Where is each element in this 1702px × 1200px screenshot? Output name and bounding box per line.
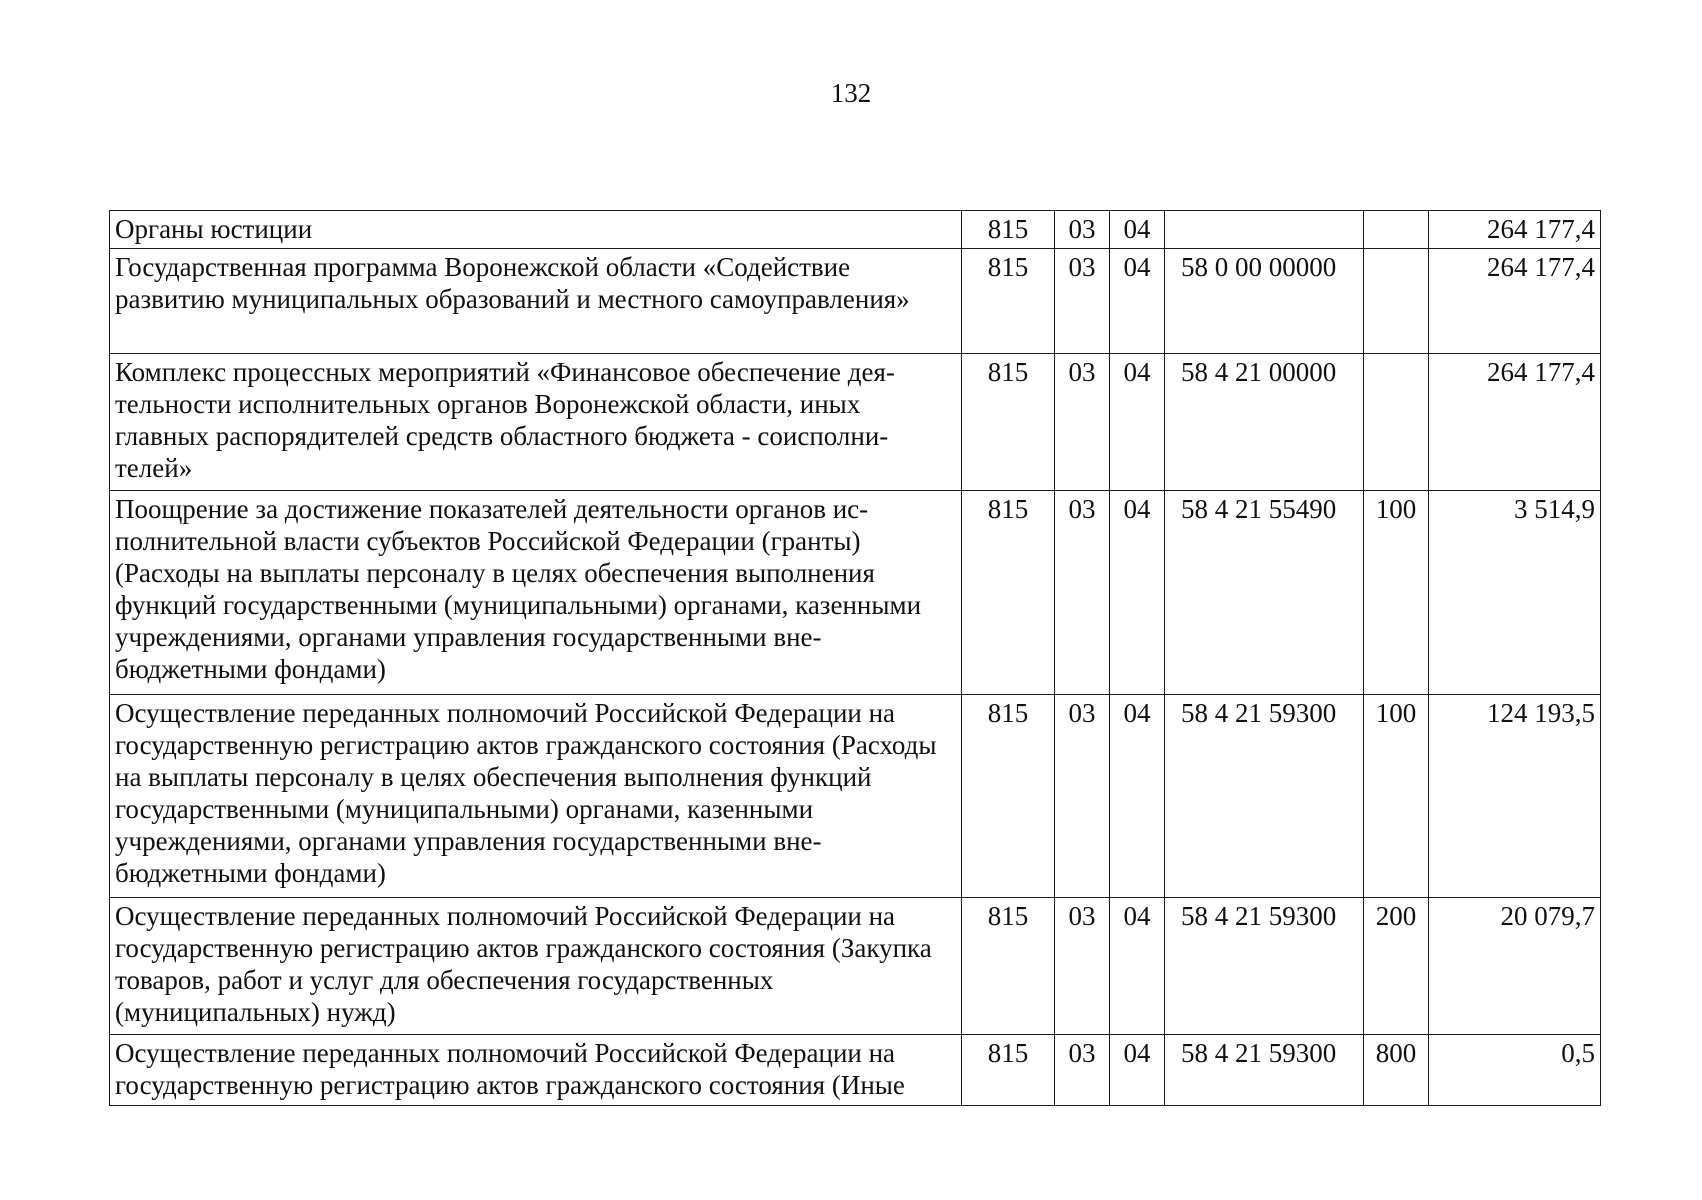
- subsection-code: 04: [1110, 249, 1165, 354]
- target-article-code: 58 0 00 00000: [1165, 249, 1364, 354]
- target-article-code: 58 4 21 59300: [1165, 695, 1364, 898]
- grbs-code: 815: [962, 211, 1055, 249]
- row-name: Осуществление переданных полномочий Российской Федерации на государственную регистрацию актов гражданского состояния (Иные: [110, 1035, 962, 1106]
- row-name: Комплекс процессных мероприятий «Финансовое обеспечение деятельности исполнительных органов Воронежской области, иных главных распорядителей средств областного бюджета - соисполнителей»: [110, 354, 962, 491]
- target-article-code: 58 4 21 55490: [1165, 491, 1364, 695]
- expense-type-code: [1364, 249, 1429, 354]
- amount: 264 177,4: [1429, 354, 1601, 491]
- table-row: [110, 898, 1601, 1035]
- grbs-code: 815: [962, 898, 1055, 1035]
- section-code: 03: [1055, 249, 1110, 354]
- table-row: [110, 249, 1601, 354]
- page-number: 132: [830, 78, 872, 108]
- target-article-code: 58 4 21 59300: [1165, 898, 1364, 1035]
- section-code: 03: [1055, 354, 1110, 491]
- subsection-code: 04: [1110, 898, 1165, 1035]
- table-row: [110, 695, 1601, 898]
- row-name: Осуществление переданных полномочий Российской Федерации на государственную регистрацию актов гражданского состояния (Закупка товаров, работ и услуг для обеспечения государственных (муниципальных) нужд): [110, 898, 962, 1035]
- expense-type-code: 100: [1364, 695, 1429, 898]
- subsection-code: 04: [1110, 211, 1165, 249]
- grbs-code: 815: [962, 354, 1055, 491]
- row-name: Осуществление переданных полномочий Российской Федерации на государственную регистрацию актов гражданского состояния (Расходы на выплаты персоналу в целях обеспечения выполнения функций государственными (муниципальными) органами, казенными учреждениями, органами управления государственными внебюджетными фондами): [110, 695, 962, 898]
- grbs-code: 815: [962, 491, 1055, 695]
- section-code: 03: [1055, 695, 1110, 898]
- grbs-code: 815: [962, 695, 1055, 898]
- row-name: Поощрение за достижение показателей деятельности органов исполнительной власти субъектов Российской Федерации (гранты) (Расходы на выплаты персоналу в целях обеспечения выполнения функций государственными (муниципальными) органами, казенными учреждениями, органами управления государственными внебюджетными фондами): [110, 491, 962, 695]
- amount: 264 177,4: [1429, 211, 1601, 249]
- section-code: 03: [1055, 1035, 1110, 1106]
- grbs-code: 815: [962, 1035, 1055, 1106]
- target-article-code: [1165, 211, 1364, 249]
- subsection-code: 04: [1110, 491, 1165, 695]
- grbs-code: 815: [962, 249, 1055, 354]
- target-article-code: 58 4 21 59300: [1165, 1035, 1364, 1106]
- table-row: [110, 354, 1601, 491]
- target-article-code: 58 4 21 00000: [1165, 354, 1364, 491]
- table-row: [110, 211, 1601, 249]
- budget-table: [109, 210, 1601, 1106]
- expense-type-code: [1364, 211, 1429, 249]
- section-code: 03: [1055, 491, 1110, 695]
- expense-type-code: 200: [1364, 898, 1429, 1035]
- amount: 0,5: [1429, 1035, 1601, 1106]
- expense-type-code: 800: [1364, 1035, 1429, 1106]
- expense-type-code: 100: [1364, 491, 1429, 695]
- amount: 124 193,5: [1429, 695, 1601, 898]
- table-row: [110, 1035, 1601, 1106]
- amount: 3 514,9: [1429, 491, 1601, 695]
- row-name: Государственная программа Воронежской области «Содействие развитию муниципальных образований и местного самоуправления»: [110, 249, 962, 354]
- table-row: [110, 491, 1601, 695]
- subsection-code: 04: [1110, 1035, 1165, 1106]
- amount: 264 177,4: [1429, 249, 1601, 354]
- row-name: Органы юстиции: [110, 211, 962, 249]
- section-code: 03: [1055, 211, 1110, 249]
- amount: 20 079,7: [1429, 898, 1601, 1035]
- subsection-code: 04: [1110, 695, 1165, 898]
- section-code: 03: [1055, 898, 1110, 1035]
- expense-type-code: [1364, 354, 1429, 491]
- subsection-code: 04: [1110, 354, 1165, 491]
